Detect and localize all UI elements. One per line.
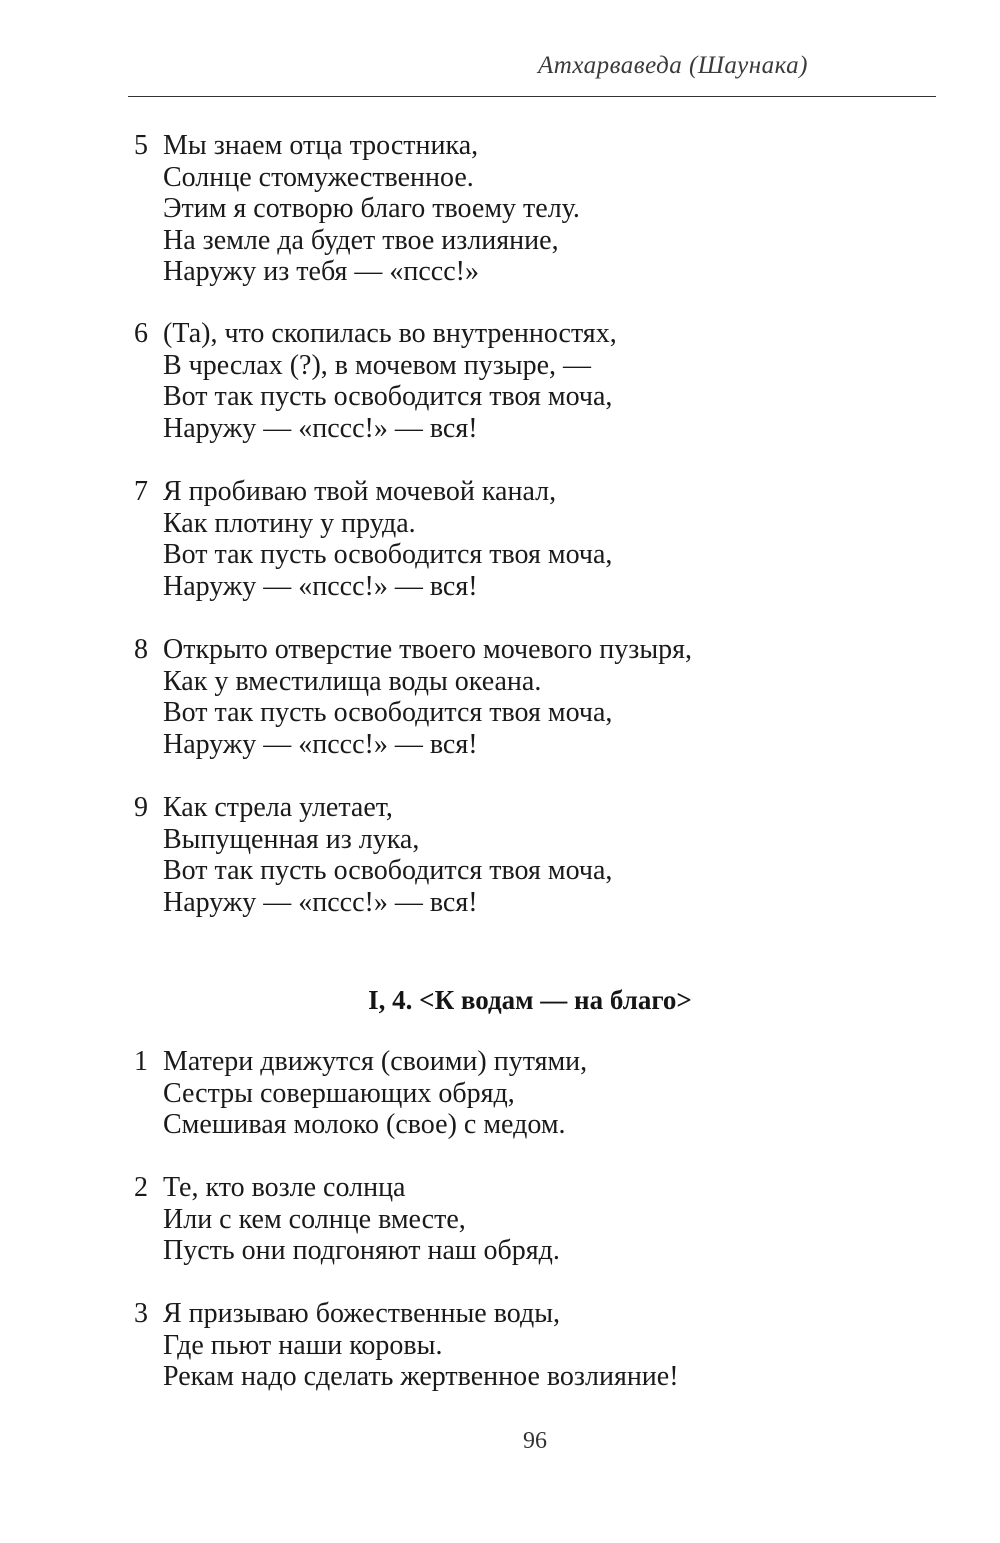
stanza — [134, 318, 894, 444]
verse-line: Наружу — «пссс!» — вся! — [163, 886, 478, 918]
section-title: I, 4. <К водам — на благо> — [368, 985, 692, 1015]
verse-line: Наружу из тебя — «пссс!» — [163, 256, 479, 287]
verse-line: Солнце стомужественное. — [163, 161, 474, 193]
verse-line: Я пробиваю твой мочевой канал, — [163, 476, 557, 507]
verse-line: Я призываю божественные воды, — [163, 1298, 561, 1329]
verse-line: Наружу — «пссс!» — вся! — [163, 412, 478, 444]
stanza — [134, 1172, 894, 1267]
verse-line: Выпущенная из лука, — [163, 823, 420, 855]
stanza — [134, 792, 894, 918]
verse-line: На земле да будет твое излияние, — [163, 224, 559, 256]
stanza — [134, 1046, 894, 1141]
stanza-number: 9 — [134, 792, 148, 823]
verse-line: Смешивая молоко (свое) с медом. — [163, 1109, 566, 1140]
verse-line: Как стрела улетает, — [163, 792, 393, 823]
stanza — [134, 476, 894, 602]
stanza-number: 2 — [134, 1172, 148, 1203]
verse-line: В чреслах (?), в мочевом пузыре, — — [163, 349, 592, 381]
verse-line: Матери движутся (своими) путями, — [163, 1046, 588, 1077]
stanza-number: 6 — [134, 318, 148, 349]
verse-line: Вот так пусть освободится твоя моча, — [163, 381, 613, 412]
verse-line: Наружу — «пссс!» — вся! — [163, 570, 478, 602]
verse-line: Как плотину у пруда. — [163, 507, 416, 539]
running-title: Атхарваведа (Шаунака) — [538, 52, 808, 79]
verse-line: Или с кем солнце вместе, — [163, 1203, 466, 1235]
header-rule — [128, 96, 936, 97]
verse-line: Вот так пусть освободится твоя моча, — [163, 539, 613, 570]
stanza-number: 8 — [134, 634, 148, 665]
stanza-number: 3 — [134, 1298, 148, 1329]
stanza — [134, 130, 894, 288]
stanza-number: 7 — [134, 476, 148, 507]
verse-line: Сестры совершающих обряд, — [163, 1077, 515, 1109]
verse-line: Рекам надо сделать жертвенное возлияние! — [163, 1361, 679, 1392]
verse-line: Этим я сотворю благо твоему телу. — [163, 193, 580, 224]
verse-line: Открыто отверстие твоего мочевого пузыря, — [163, 634, 693, 665]
stanza — [134, 1298, 894, 1393]
verse-line: (Та), что скопилась во внутренностях, — [163, 318, 617, 349]
verse-line: Как у вместилища воды океана. — [163, 665, 542, 697]
verse-line: Где пьют наши коровы. — [163, 1329, 443, 1361]
stanza-number: 5 — [134, 130, 148, 161]
verse-line: Мы знаем отца тростника, — [163, 130, 479, 161]
verse-line: Вот так пусть освободится твоя моча, — [163, 697, 613, 728]
verse-line: Наружу — «пссс!» — вся! — [163, 728, 478, 760]
verse-line: Вот так пусть освободится твоя моча, — [163, 855, 613, 886]
page-number: 96 — [523, 1428, 547, 1454]
stanza — [134, 634, 894, 760]
verse-line: Те, кто возле солнца — [163, 1172, 406, 1203]
stanza-number: 1 — [134, 1046, 148, 1077]
verse-line: Пусть они подгоняют наш обряд. — [163, 1235, 560, 1266]
